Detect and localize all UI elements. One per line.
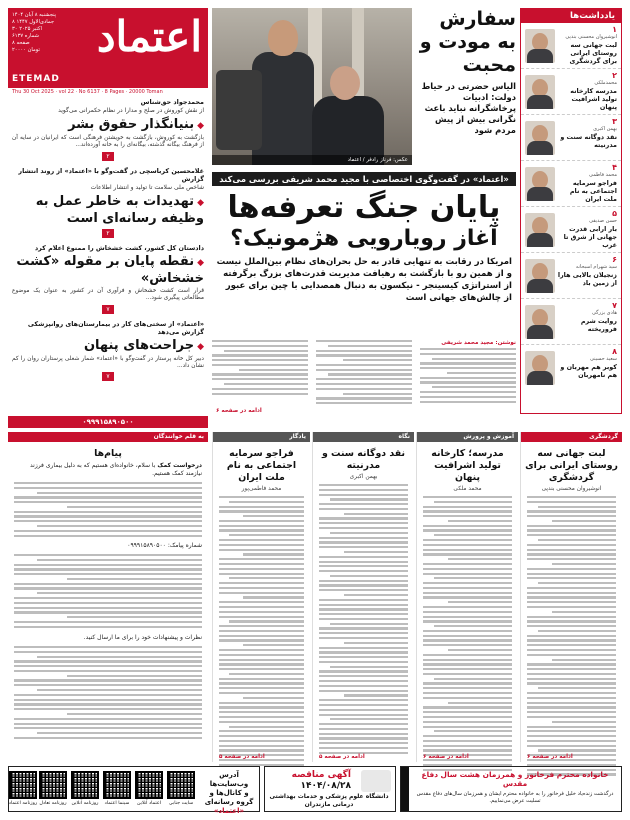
author-photo bbox=[525, 259, 555, 293]
author-photo bbox=[525, 351, 555, 385]
qr-code[interactable] bbox=[39, 771, 67, 799]
qr-code[interactable] bbox=[103, 771, 131, 799]
bullet-icon: ◆ bbox=[197, 197, 204, 208]
qr-codes-box bbox=[8, 766, 260, 815]
author-photo bbox=[525, 121, 555, 155]
page-ref[interactable]: ۷ bbox=[102, 372, 114, 381]
news-item[interactable] bbox=[8, 165, 208, 242]
qr-code[interactable] bbox=[9, 771, 37, 799]
item-author: سعید حسینی bbox=[589, 356, 617, 362]
bottom-column bbox=[520, 432, 622, 762]
interview-kicker: «اعتماد» در گفت‌وگوی اختصاصی با مجید محمد شریفی بررسی می‌کند bbox=[212, 172, 516, 186]
date-line: ۳۰ اکتبر ۲۰۲۵ bbox=[12, 26, 42, 32]
column-byline: محمد فاطمی‌پور bbox=[241, 486, 282, 492]
news-headline-text: نقطه پایان بر مقوله «کشت خشخاش» bbox=[16, 253, 204, 286]
sidebar-item[interactable] bbox=[521, 253, 621, 299]
sidebar-title: یادداشت‌ها bbox=[521, 9, 621, 23]
item-number: ۸ bbox=[612, 347, 617, 356]
sidebar-item[interactable] bbox=[521, 345, 621, 391]
news-author: غلامحسین کرباسچی در گفت‌وگو با «اعتماد» از روند انتشار گزارش bbox=[18, 166, 204, 183]
qr-label: اعتماد آنلاین bbox=[136, 801, 162, 806]
condolence-body: درگذشت زنده‌یاد خلیل فرخانور را به خانواده محترم ایشان و همرزمان سال‌های دفاع مقدس تسلیت عرض می‌نماییم. bbox=[416, 791, 614, 804]
main-story[interactable] bbox=[212, 190, 516, 304]
letter-text: شماره پیامک: ۰۹۹۹۱۵۸۹۰۵۰۰ bbox=[127, 542, 202, 549]
item-author: حسن صدیقی bbox=[589, 218, 617, 224]
column-headline[interactable]: مدرسه؛ کارخانه تولید اشرافیت پنهان bbox=[431, 448, 504, 483]
news-body: دبیر کل خانه پرستار در گفت‌وگو با «اعتماد» شمار شغلی پرستاران روان را کم نشان داد... bbox=[12, 355, 204, 370]
letter-item bbox=[14, 542, 202, 550]
item-number: ۱ bbox=[612, 25, 617, 34]
news-kicker: از نقش کوروش در صلح و مدارا در نظام حکمرانی می‌گوید bbox=[58, 107, 204, 114]
qr-label: روزنامه تعادل bbox=[39, 801, 67, 806]
sidebar-item[interactable] bbox=[521, 161, 621, 207]
item-author: انوشیروان محسنی بندپی bbox=[565, 34, 617, 40]
author-photo bbox=[525, 29, 555, 63]
section-tag: گردشگری bbox=[521, 432, 622, 442]
item-number: ۷ bbox=[612, 301, 617, 310]
top-photo[interactable] bbox=[212, 8, 412, 165]
main-story-body bbox=[212, 340, 516, 414]
text-column bbox=[212, 340, 308, 414]
qr-code[interactable] bbox=[167, 771, 195, 799]
news-item[interactable] bbox=[8, 96, 208, 165]
main-byline: نوشتن: مجید محمد شریفی bbox=[441, 340, 516, 346]
top-story[interactable] bbox=[416, 8, 516, 168]
news-item[interactable] bbox=[8, 318, 208, 386]
tender-issuer: دانشگاه علوم پزشکی و خدمات بهداشتی درمانی مازندران bbox=[269, 793, 389, 808]
date-line: پنجشنبه ۸ آبان ۱۴۰۴ bbox=[12, 12, 57, 18]
camera-icon bbox=[216, 70, 262, 150]
tender-ad[interactable] bbox=[264, 766, 396, 812]
person-head bbox=[330, 66, 360, 100]
condolence-headline: خانواده محترم فرخانور و همرزمان هشت سال دفاع مقدس bbox=[421, 770, 609, 788]
item-headline[interactable]: بار ارابی قدرت جهانی از شرق تا غرب bbox=[563, 225, 617, 250]
section-tag: آموزش و پرورش bbox=[417, 432, 518, 442]
item-headline[interactable]: زنجیلان بالایی هارا از زمین باد bbox=[557, 271, 617, 288]
date-line: شماره ۶۱۳۷ bbox=[12, 33, 39, 39]
date-line: ۲۰۰۰۰ تومان bbox=[12, 47, 40, 53]
sidebar-item[interactable] bbox=[521, 299, 621, 345]
letter-title: درخواست کمک bbox=[157, 462, 202, 469]
page-ref[interactable]: ۲ bbox=[102, 152, 114, 161]
tender-title: آگهی مناقصه bbox=[291, 770, 351, 780]
qr-code[interactable] bbox=[71, 771, 99, 799]
date-line: ۸ صفحه bbox=[12, 40, 30, 46]
person-head bbox=[268, 20, 298, 56]
text-column bbox=[420, 340, 516, 414]
text-column bbox=[316, 340, 412, 414]
item-number: ۳ bbox=[612, 117, 617, 126]
column-headline[interactable]: نقد دوگانه سنت و مدرنیته bbox=[321, 448, 406, 471]
left-news-column bbox=[8, 96, 208, 414]
websites-address bbox=[203, 771, 255, 816]
qr-code[interactable] bbox=[135, 771, 163, 799]
news-body: قرار است کشت خشخاش و فرآوری آن در کشور به عنوان یک موضوع مطالعاتی پیگیری شود... bbox=[12, 287, 204, 302]
address-line: و کانال‌ها و گروه رسانه‌ای bbox=[204, 789, 254, 806]
item-number: ۲ bbox=[612, 71, 617, 80]
letter-item bbox=[14, 634, 202, 642]
item-headline[interactable]: کوبر هم مهربان و هم نامهربان bbox=[560, 363, 617, 380]
qr-label: روزنامه آنلاین bbox=[71, 801, 99, 806]
issue-strip: Thu 30 Oct 2025 · vol 22 · No 6137 · 8 Pages · 20000 Toman bbox=[8, 88, 208, 97]
news-headline[interactable] bbox=[12, 338, 204, 355]
sidebar-item[interactable] bbox=[521, 69, 621, 115]
item-headline[interactable]: نقد دوگانه سنت و مدرنیته bbox=[560, 133, 617, 150]
item-author: سید شهرام اسبحانه bbox=[575, 264, 617, 270]
newspaper-logo: اعتماد bbox=[96, 12, 202, 61]
news-item[interactable] bbox=[8, 242, 208, 318]
qr-label: سایت جنابی bbox=[168, 801, 194, 806]
date-block bbox=[12, 12, 96, 54]
column-headline[interactable]: لبت جهانی سه روستای ایرانی برای گردشگری bbox=[525, 448, 618, 483]
news-author: محمدجواد حق‌شناس bbox=[140, 98, 204, 106]
top-story-headline[interactable]: سفارش به مودت و محبت bbox=[419, 8, 516, 76]
sidebar-item[interactable] bbox=[521, 207, 621, 253]
continue-link[interactable]: ادامه در صفحه ۵ bbox=[319, 754, 365, 760]
news-headline[interactable] bbox=[12, 117, 204, 134]
item-headline[interactable]: روایت شرم فروریخته bbox=[580, 317, 617, 334]
author-photo bbox=[525, 75, 555, 109]
continue-link[interactable]: ادامه در صفحه ۵ bbox=[219, 754, 265, 760]
letter-text: نظرات و پیشنهادات خود را برای ما ارسال کنید. bbox=[83, 634, 202, 641]
section-tag: یادگار bbox=[213, 432, 310, 442]
letter-item bbox=[14, 462, 202, 478]
continue-link[interactable]: ادامه در صفحه ۶ bbox=[423, 754, 469, 760]
main-lead: امریکا در رقابت به تنهایی قادر به حل بحران‌های نظام بین‌الملل نیست و از همین رو با بازگشت به رهیافت مدیریت قدرت‌های بزرگ برگرفته از استراتژی کیسینجر - نیکسون به دنبال همصدایی با چین برای عبور از چالش‌های جهانی است bbox=[216, 257, 512, 303]
bullet-icon: ◆ bbox=[197, 257, 204, 268]
author-photo bbox=[525, 213, 555, 247]
address-line: آدرس bbox=[219, 771, 239, 779]
item-number: ۵ bbox=[612, 209, 617, 218]
date-line: ۸ جمادی‌الاول ۱۴۴۷ bbox=[12, 19, 55, 25]
bullet-icon: ◆ bbox=[197, 341, 204, 352]
address-line: وب‌سایت‌ها bbox=[209, 780, 249, 788]
column-byline: بهمن اکبری bbox=[349, 474, 378, 480]
mourning-ribbon-icon bbox=[401, 767, 409, 811]
qr-label: سینما اعتماد bbox=[104, 801, 130, 806]
author-photo bbox=[525, 305, 555, 339]
bottom-column bbox=[212, 432, 310, 762]
sidebar-item[interactable] bbox=[521, 115, 621, 161]
news-headline-text: جراحت‌های پنهان bbox=[83, 337, 195, 353]
condolence-ad bbox=[400, 766, 622, 812]
item-headline[interactable]: فراجو سرمایه اجتماعی به نام ملت ایران bbox=[569, 179, 617, 204]
item-number: ۴ bbox=[612, 163, 617, 172]
continue-link[interactable]: ادامه در صفحه ۶ bbox=[216, 408, 262, 414]
bullet-icon: ◆ bbox=[197, 121, 204, 131]
item-author: محمد فاطمی bbox=[589, 172, 617, 178]
bottom-column bbox=[416, 432, 518, 762]
author-photo bbox=[525, 167, 555, 201]
photo-caption: عکس: فرناز رادفر / اعتماد bbox=[212, 155, 412, 165]
column-byline: محمد ملکی bbox=[453, 486, 482, 492]
item-author: محمدملکی bbox=[594, 80, 617, 86]
main-headline[interactable]: پایان جنگ تعرفه‌ها bbox=[227, 190, 501, 225]
notes-sidebar bbox=[520, 8, 622, 414]
news-headline[interactable] bbox=[12, 194, 204, 227]
sms-number-bar: ۰۹۹۹۱۵۸۹۰۵۰۰ bbox=[8, 416, 208, 428]
news-headline-text: تهدیدات به خاطر عمل به وظیفه رسانه‌ای است bbox=[35, 193, 204, 226]
logo-latin: ETEMAD bbox=[12, 74, 60, 84]
letter-text: با سلام، خانواده‌ای هستیم که به دلیل بیماری فرزند نیازمند کمک هستیم. bbox=[30, 462, 202, 477]
item-author: بهمن اکبری bbox=[593, 126, 617, 132]
news-headline-text: بنیانگذار حقوق بشر bbox=[68, 117, 195, 132]
top-story-subhead: الیاس حضرتی در حیاط دولت: ادبیات پرخاشگرانه نباید باعث نگرانی بیش از پیش مردم شود bbox=[421, 81, 516, 135]
page-ref[interactable]: ۷ bbox=[102, 305, 114, 314]
university-seal-icon bbox=[361, 770, 391, 792]
item-author: هادی بزرگی bbox=[591, 310, 617, 316]
column-byline: انوشیروان محسنی بندپی bbox=[541, 486, 602, 492]
item-number: ۶ bbox=[612, 255, 617, 264]
item-headline[interactable]: لبت جهانی سه روستای ایرانی برای گردشگری bbox=[569, 41, 617, 66]
column-headline: پیام‌ها bbox=[94, 448, 122, 459]
news-kicker: شاخص ملی سلامت تا تولید و انتشار اطلاعات bbox=[90, 183, 204, 191]
address-line: «اعتماد» bbox=[214, 807, 244, 815]
page-ref[interactable]: ۲ bbox=[102, 229, 114, 238]
letters-column bbox=[8, 432, 208, 762]
item-headline[interactable]: مدرسه کارخانه تولید اشرافیت پنهان bbox=[570, 87, 617, 112]
logo-box bbox=[8, 8, 208, 88]
news-body: بازگشت به کوروش، بازگشت به خویشتن فرهنگی است که ایرانیان در سایه آن از فرهنگ بیگانه گذشته، بیگانه‌ای را به خانه آورده‌اند... bbox=[12, 135, 204, 149]
main-subheadline[interactable]: آغاز رویارویی هژمونیک؟ bbox=[230, 226, 498, 251]
continue-link[interactable]: ادامه در صفحه ۶ bbox=[527, 754, 573, 760]
section-tag: به قلم خوانندگان bbox=[8, 432, 208, 442]
column-headline[interactable]: فراجو سرمایه اجتماعی به نام ملت ایران bbox=[226, 448, 297, 483]
bottom-column bbox=[312, 432, 414, 762]
sidebar-item[interactable] bbox=[521, 23, 621, 69]
news-author: دادستان کل کشور، کشت خشخاش را ممنوع اعلام کرد bbox=[34, 243, 204, 252]
tender-number: ۱۴۰۴/۰۸/۲۸ bbox=[300, 781, 351, 791]
news-headline[interactable] bbox=[12, 254, 204, 287]
news-author: «اعتماد» از سختی‌های کار در بیمارستان‌های روانپزشکی گزارش می‌دهد bbox=[27, 319, 204, 336]
qr-label: روزنامه اعتماد bbox=[8, 801, 38, 806]
section-tag: نگاه bbox=[313, 432, 414, 442]
